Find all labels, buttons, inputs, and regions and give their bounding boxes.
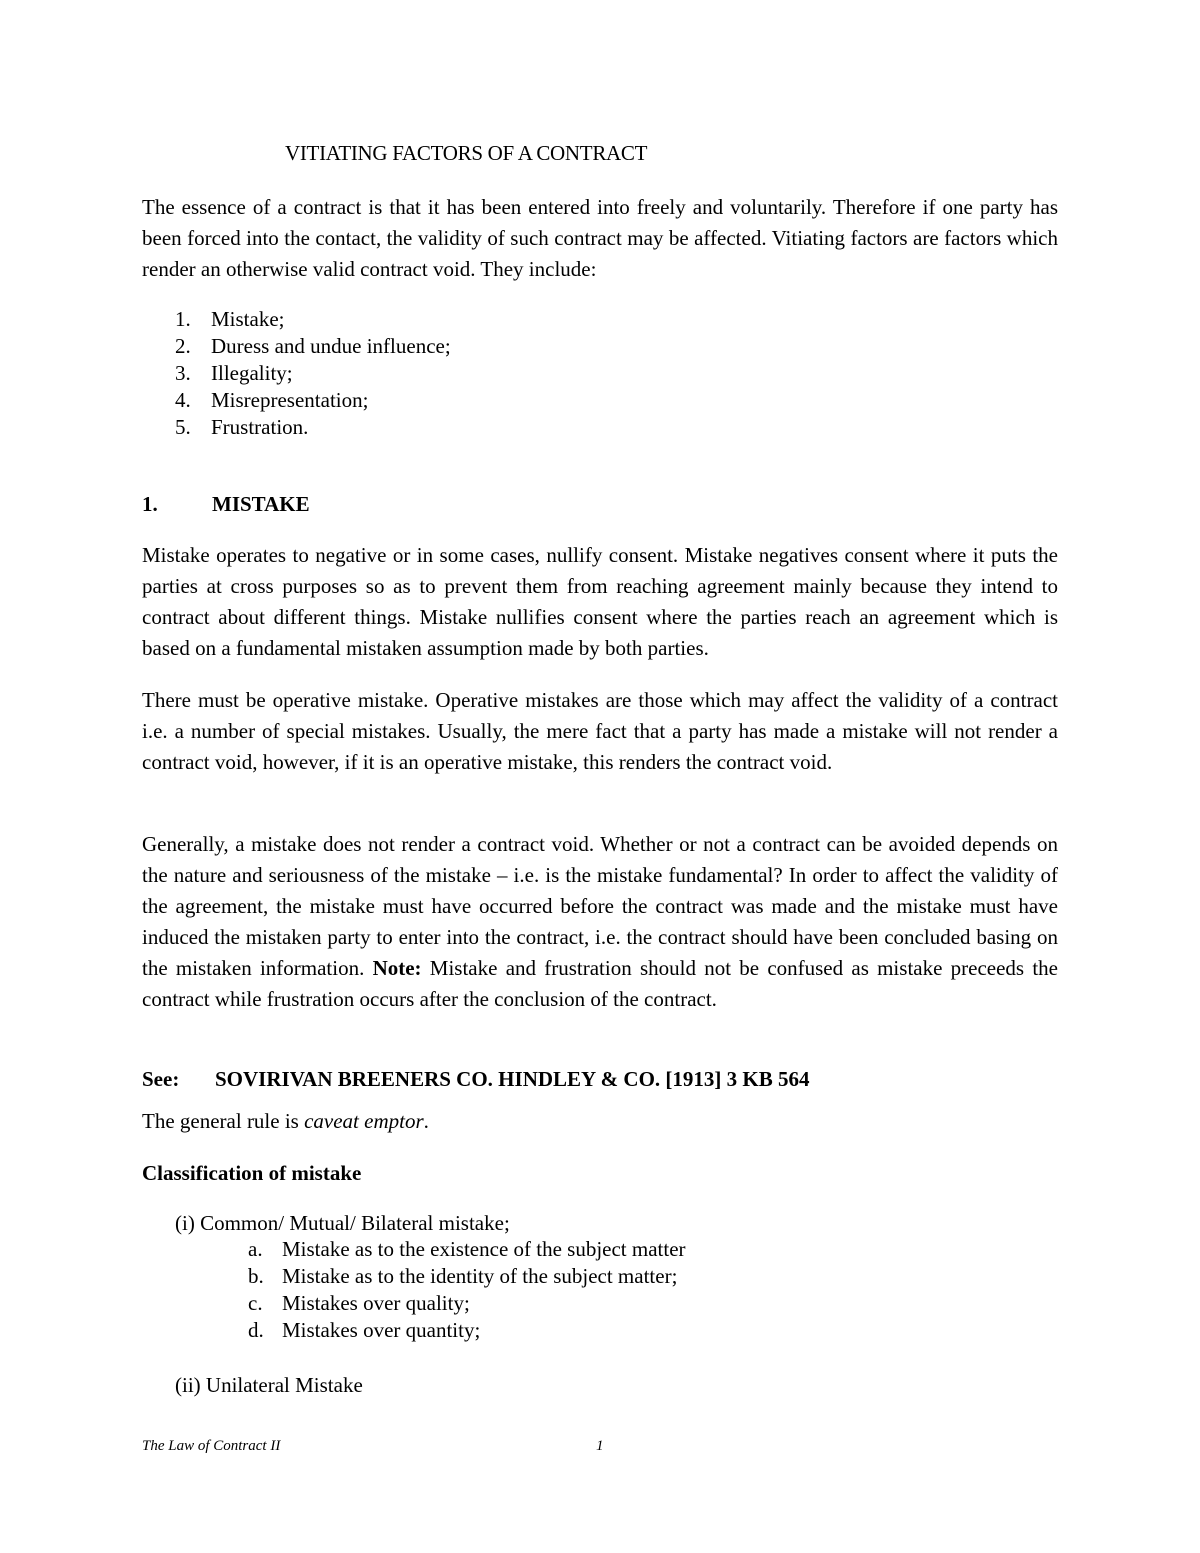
common-mistake-sublist: [240, 1236, 686, 1344]
footer-document-name: The Law of Contract II: [142, 1438, 281, 1454]
vitiating-factors-list: [142, 306, 451, 441]
section-number: 1.: [142, 492, 158, 516]
caveat-emptor-term: caveat emptor: [304, 1109, 424, 1133]
list-item: a. Mistake as to the existence of the subject matter: [248, 1237, 686, 1261]
classification-item-i: (i) Common/ Mutual/ Bilateral mistake;: [175, 1211, 510, 1235]
intro-paragraph: The essence of a contract is that it has been entered into freely and voluntarily. Therefore if one party has been forced into the contact, the validity of such contract may be affected. Vitiating factors are factors which render an otherwise valid contract void. They include:: [142, 195, 1058, 281]
mistake-paragraph-2: There must be operative mistake. Operative mistakes are those which may affect the validity of a contract i.e. a number of special mistakes. Usually, the mere fact that a party has made a mistake will not render a contract void, however, if it is an operative mistake, this renders the contract void.: [142, 688, 1058, 774]
list-item: 4. Misrepresentation;: [175, 388, 369, 412]
case-citation: SOVIRIVAN BREENERS CO. HINDLEY & CO. [1913] 3 KB 564: [215, 1067, 810, 1091]
general-rule-line: The general rule is caveat emptor.: [142, 1109, 429, 1133]
list-item: 2. Duress and undue influence;: [175, 334, 451, 358]
classification-heading: Classification of mistake: [142, 1161, 362, 1185]
case-reference: [142, 1067, 810, 1092]
mistake-paragraph-1: Mistake operates to negative or in some cases, nullify consent. Mistake negatives consent where it puts the parties at cross purposes so as to prevent them from reaching agreement mainly because they intend to contract about different things. Mistake nullifies consent where the parties reach an agreement which is based on a fundamental mistaken assumption made by both parties.: [142, 543, 1058, 660]
list-item: c. Mistakes over quality;: [248, 1291, 470, 1315]
list-item: 3. Illegality;: [175, 361, 293, 385]
see-label: See:: [142, 1067, 180, 1091]
note-label: Note:: [372, 956, 422, 980]
mistake-paragraph-3: Generally, a mistake does not render a contract void. Whether or not a contract can be avoided depends on the nature and seriousness of the mistake – i.e. is the mistake fundamental? In order to affect the validity of the agreement, the mistake must have occurred before the contract was made and the mistake must have induced the mistaken party to enter into the contract, i.e. the contract should have been concluded basing on the mistaken information. Note: Mistake and frustration should not be confused as mistake preceeds the contract while frustration occurs after the conclusion of the contract.: [142, 832, 1058, 1011]
list-item: 5. Frustration.: [175, 415, 309, 439]
document-title: VITIATING FACTORS OF A CONTRACT: [285, 141, 648, 165]
section-heading: MISTAKE: [212, 492, 310, 516]
classification-item-ii: (ii) Unilateral Mistake: [175, 1373, 363, 1397]
list-item: 1. Mistake;: [175, 307, 285, 331]
list-item: d. Mistakes over quantity;: [248, 1318, 481, 1342]
list-item: b. Mistake as to the identity of the subject matter;: [248, 1264, 678, 1288]
footer-page-number: 1: [596, 1438, 604, 1454]
